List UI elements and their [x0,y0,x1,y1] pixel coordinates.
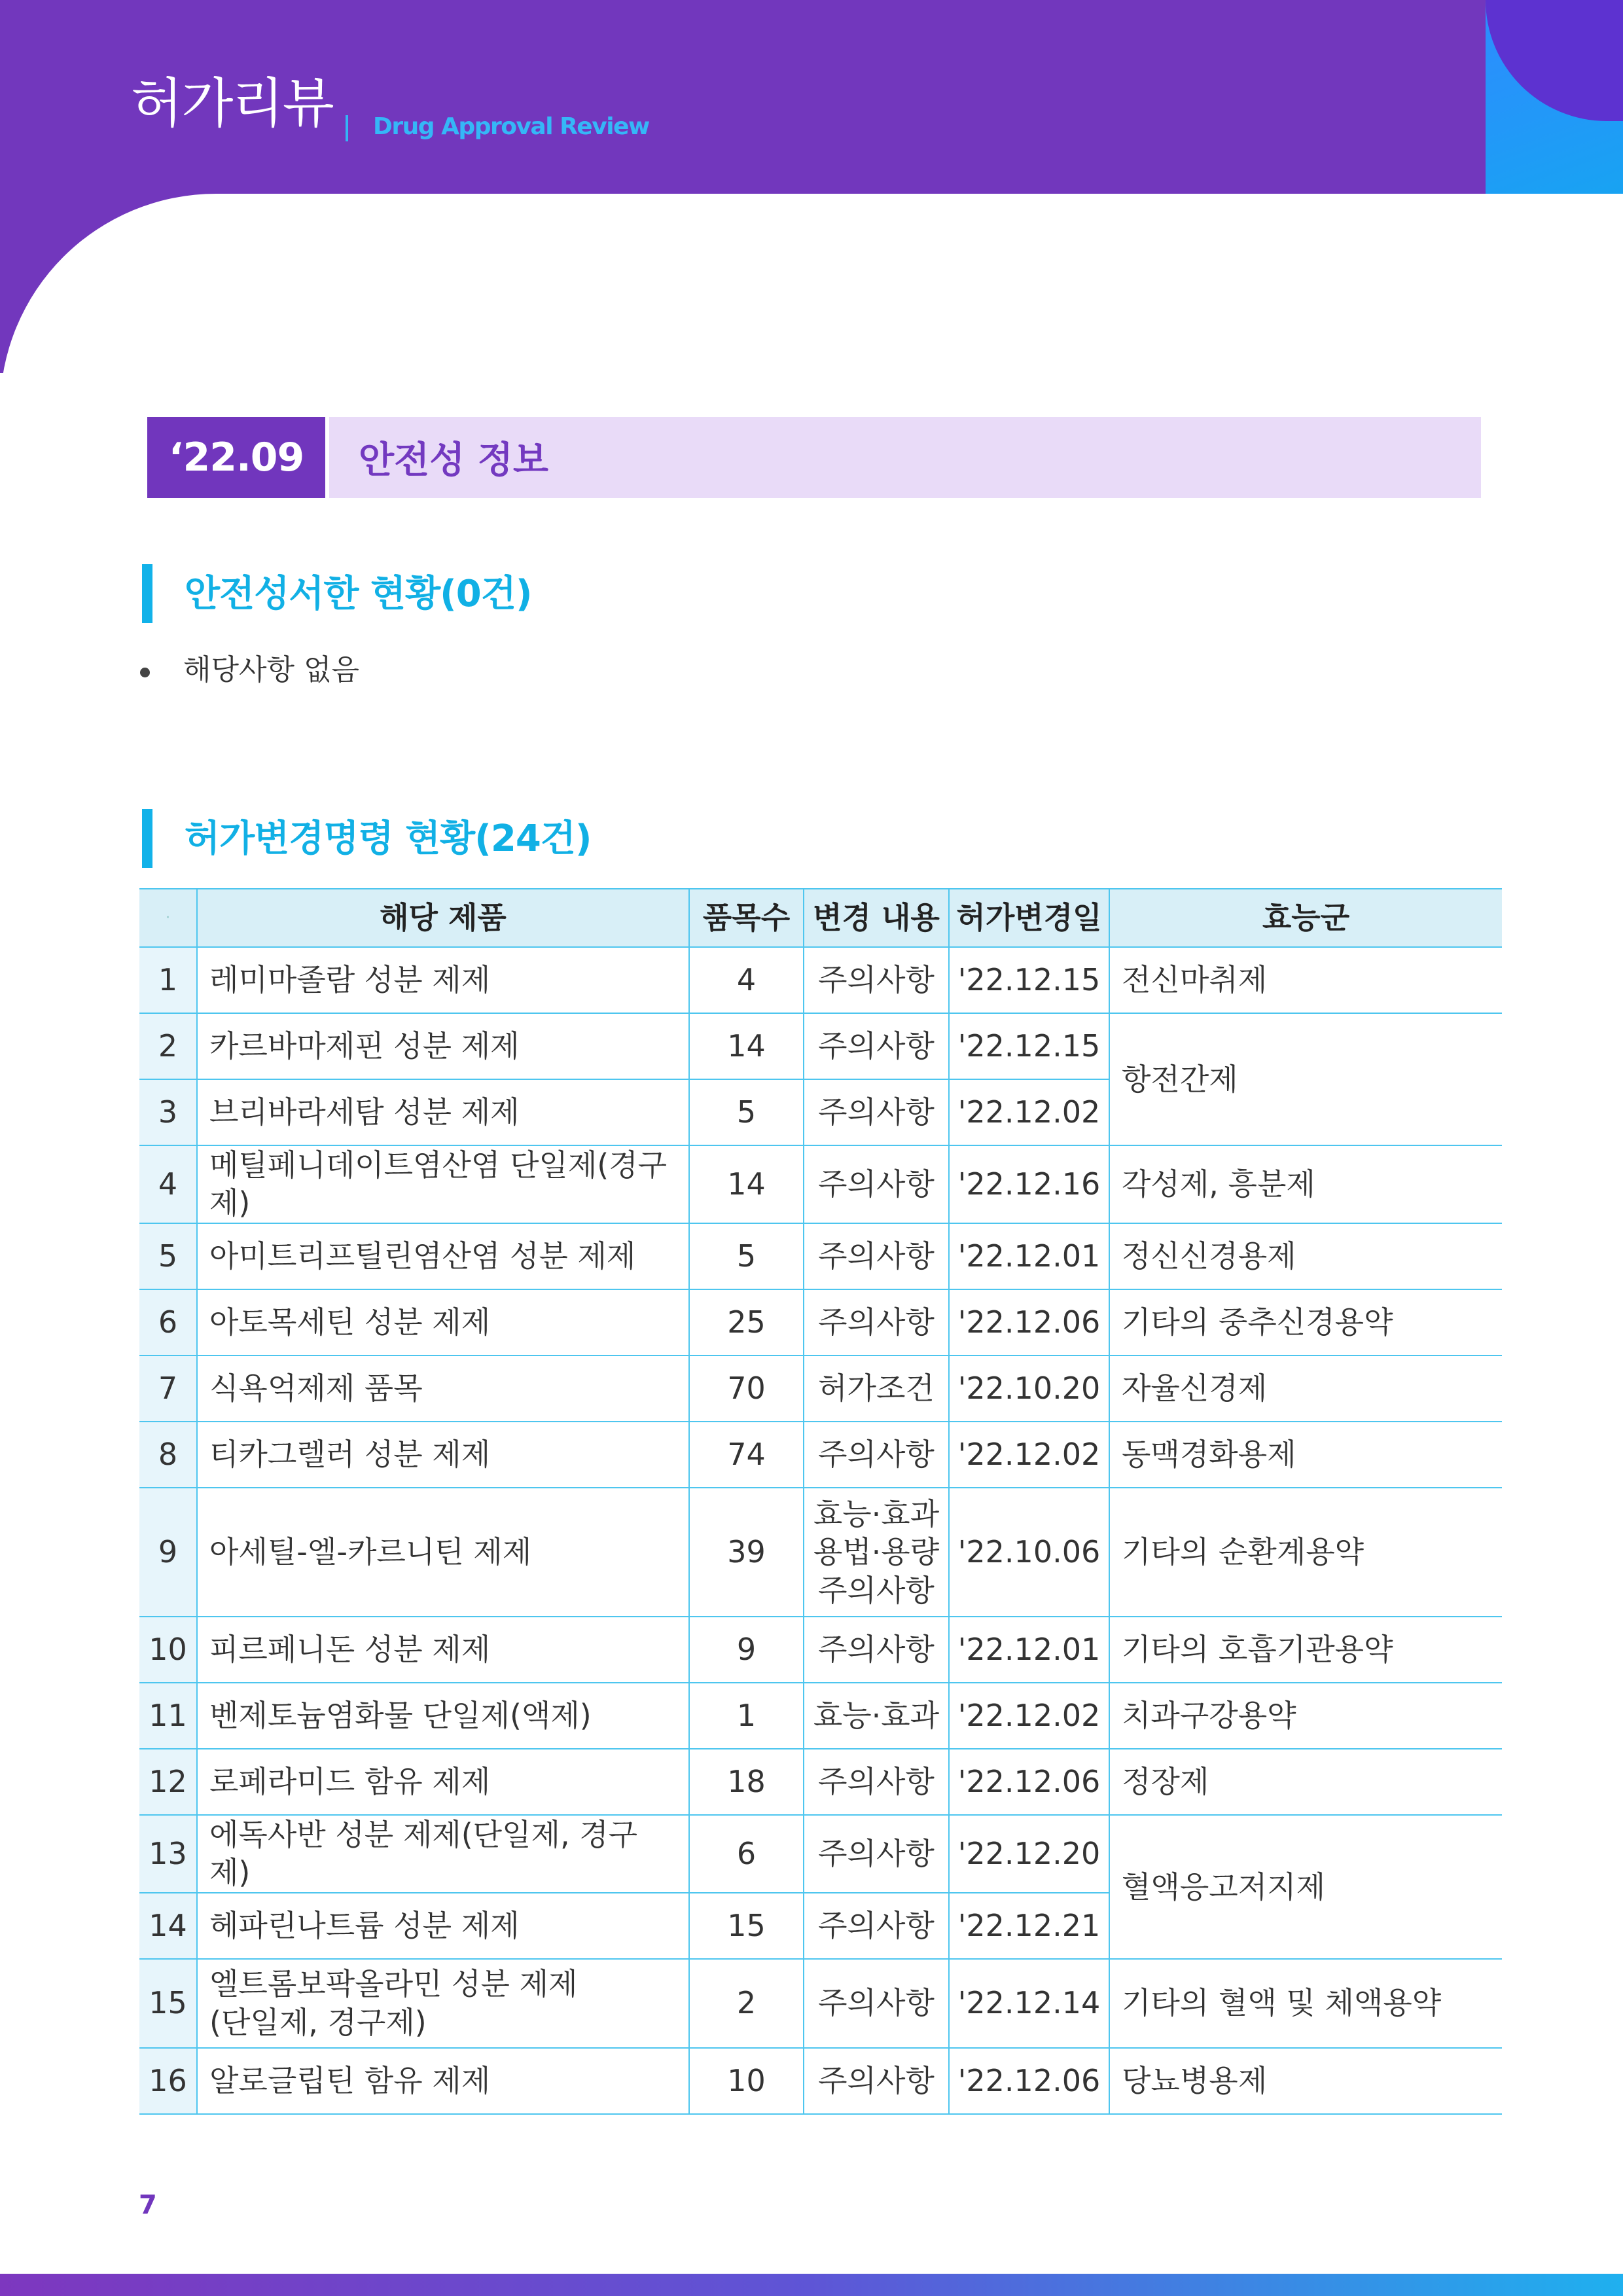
change-date: '22.12.06 [949,2048,1109,2114]
item-count: 14 [689,1145,804,1223]
product-name: 메틸페니데이트염산염 단일제(경구제) [197,1145,689,1223]
change-date: '22.12.06 [949,1289,1109,1355]
publication-subtitle: Drug Approval Review [373,113,649,140]
change-content: 주의사항 [804,1959,949,2048]
product-name: 티카그렐러 성분 제제 [197,1422,689,1488]
efficacy-class: 정장제 [1109,1749,1502,1815]
bullet-text: 해당사항 없음 [183,653,360,687]
row-number: 2 [139,1013,197,1079]
product-name: 헤파린나트륨 성분 제제 [197,1893,689,1959]
product-name: 식욕억제제 품목 [197,1355,689,1422]
item-count: 74 [689,1422,804,1488]
change-date: '22.12.02 [949,1079,1109,1145]
section-marker [142,809,152,868]
efficacy-class: 치과구강용약 [1109,1683,1502,1749]
change-content: 주의사항 [804,1079,949,1145]
row-number: 9 [139,1488,197,1617]
item-count: 5 [689,1223,804,1289]
change-content: 주의사항 [804,1617,949,1683]
item-count: 14 [689,1013,804,1079]
section-banner-title: 안전성 정보 [329,417,1481,498]
change-date: '22.12.21 [949,1893,1109,1959]
efficacy-class: 당뇨병용제 [1109,2048,1502,2114]
change-date: '22.12.06 [949,1749,1109,1815]
item-count: 15 [689,1893,804,1959]
item-count: 70 [689,1355,804,1422]
efficacy-class: 기타의 순환계용약 [1109,1488,1502,1617]
change-content: 주의사항 [804,1289,949,1355]
table-row [139,1488,1502,1617]
change-date: '22.12.01 [949,1223,1109,1289]
section-marker [142,564,152,623]
table-row [139,1145,1502,1223]
period-label: ‘22.09 [147,417,325,498]
change-content: 주의사항 [804,1815,949,1893]
item-count: 6 [689,1815,804,1893]
efficacy-class: 전신마취제 [1109,947,1502,1013]
product-name: 벤제토늄염화물 단일제(액제) [197,1683,689,1749]
table-row [139,1422,1502,1488]
efficacy-class: 정신신경용제 [1109,1223,1502,1289]
change-content: 허가조건 [804,1355,949,1422]
change-content: 주의사항 [804,1893,949,1959]
change-content: 효능·효과 [804,1683,949,1749]
table-row [139,2048,1502,2114]
item-count: 25 [689,1289,804,1355]
change-date: '22.10.06 [949,1488,1109,1617]
item-count: 5 [689,1079,804,1145]
change-date: '22.12.02 [949,1683,1109,1749]
product-name: 아토목세틴 성분 제제 [197,1289,689,1355]
table-row [139,1223,1502,1289]
product-name: 알로글립틴 함유 제제 [197,2048,689,2114]
header-divider [346,115,348,141]
item-count: 18 [689,1749,804,1815]
change-date: '22.12.01 [949,1617,1109,1683]
row-number: 11 [139,1683,197,1749]
item-count: 10 [689,2048,804,2114]
bullet-icon [140,668,150,677]
efficacy-class: 기타의 혈액 및 체액용약 [1109,1959,1502,2048]
table-row [139,947,1502,1013]
section-title-changes: 허가변경명령 현황(24건) [185,817,592,860]
row-number: 6 [139,1289,197,1355]
row-number: 4 [139,1145,197,1223]
table-row [139,1749,1502,1815]
change-content: 주의사항 [804,947,949,1013]
product-name: 에독사반 성분 제제(단일제, 경구제) [197,1815,689,1893]
row-number: 12 [139,1749,197,1815]
column-header-count: 품목수 [689,889,804,947]
table-row [139,1959,1502,2048]
table-row [139,1815,1502,1893]
change-content-line: 주의사항 [818,1572,935,1608]
product-name-line: (단일제, 경구제) [209,2004,427,2040]
table-row [139,1683,1502,1749]
row-number: 7 [139,1355,197,1422]
row-number: 13 [139,1815,197,1893]
change-content: 주의사항 [804,1422,949,1488]
column-header-class: 효능군 [1109,889,1502,947]
product-name: 레미마졸람 성분 제제 [197,947,689,1013]
item-count: 39 [689,1488,804,1617]
efficacy-class: 동맥경화용제 [1109,1422,1502,1488]
change-content: 주의사항 [804,1145,949,1223]
change-date: '22.12.14 [949,1959,1109,2048]
table-header-row [139,889,1502,947]
row-number: 8 [139,1422,197,1488]
efficacy-class: 각성제, 흥분제 [1109,1145,1502,1223]
table-row [139,1289,1502,1355]
change-content-line: 효능·효과 [813,1496,940,1532]
row-number: 1 [139,947,197,1013]
product-name: 피르페니돈 성분 제제 [197,1617,689,1683]
column-header-no: · [139,889,197,947]
change-content: 주의사항 [804,2048,949,2114]
item-count: 4 [689,947,804,1013]
efficacy-class: 항전간제 [1109,1013,1502,1145]
change-content: 주의사항 [804,1749,949,1815]
efficacy-class: 기타의 호흡기관용약 [1109,1617,1502,1683]
product-name: 아세틸-엘-카르니틴 제제 [197,1488,689,1617]
column-header-date: 허가변경일 [949,889,1109,947]
table-row [139,1013,1502,1079]
change-content-line: 용법·용량 [813,1534,940,1570]
product-name: 아미트리프틸린염산염 성분 제제 [197,1223,689,1289]
change-content [804,1488,949,1617]
section-title-recall: 안전성서한 현황(0건) [185,573,532,615]
change-date: '22.12.20 [949,1815,1109,1893]
row-number: 3 [139,1079,197,1145]
table-row [139,1617,1502,1683]
table-row [139,1355,1502,1422]
row-number: 10 [139,1617,197,1683]
column-header-product: 해당 제품 [197,889,689,947]
change-date: '22.12.02 [949,1422,1109,1488]
change-content: 주의사항 [804,1223,949,1289]
item-count: 1 [689,1683,804,1749]
row-number: 14 [139,1893,197,1959]
change-content: 주의사항 [804,1013,949,1079]
efficacy-class: 자율신경제 [1109,1355,1502,1422]
row-number: 15 [139,1959,197,2048]
product-name [197,1959,689,2048]
change-orders-table [139,888,1502,2115]
page-number: 7 [139,2190,157,2220]
column-header-change: 변경 내용 [804,889,949,947]
efficacy-class: 기타의 중추신경용약 [1109,1289,1502,1355]
change-date: '22.12.15 [949,947,1109,1013]
product-name-line: 엘트롬보팍올라민 성분 제제 [209,1966,578,2002]
item-count: 2 [689,1959,804,2048]
item-count: 9 [689,1617,804,1683]
product-name: 카르바마제핀 성분 제제 [197,1013,689,1079]
product-name: 로페라미드 함유 제제 [197,1749,689,1815]
change-date: '22.12.15 [949,1013,1109,1079]
row-number: 5 [139,1223,197,1289]
footer-bar [0,2274,1623,2296]
change-date: '22.10.20 [949,1355,1109,1422]
publication-title: 허가리뷰 [131,73,333,135]
change-date: '22.12.16 [949,1145,1109,1223]
row-number: 16 [139,2048,197,2114]
efficacy-class: 혈액응고저지제 [1109,1815,1502,1959]
product-name: 브리바라세탐 성분 제제 [197,1079,689,1145]
